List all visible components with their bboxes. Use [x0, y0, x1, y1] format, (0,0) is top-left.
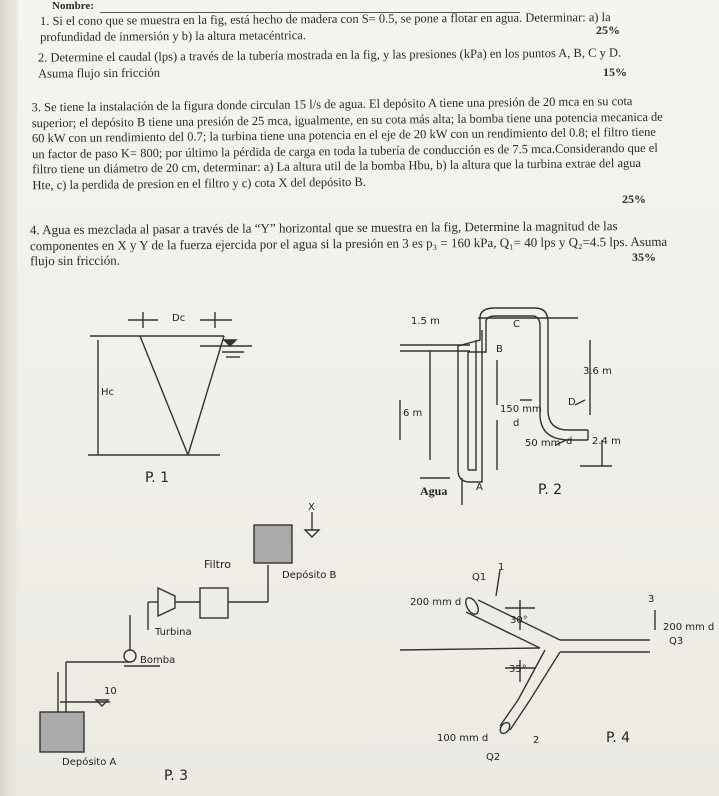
cone-figure: [88, 312, 252, 455]
fig4-point-3: 3: [648, 594, 655, 605]
y-junction-figure: [400, 570, 655, 735]
fig4-angle-35: 35°: [509, 664, 527, 675]
fig4-q1-label: Q1: [472, 572, 487, 583]
fig3-filter-label: Filtro: [204, 558, 231, 571]
fig3-pump-label: Bomba: [140, 655, 176, 666]
fig4-q3-label: Q3: [669, 636, 684, 647]
fig2-label-50mm: 50 mm: [525, 438, 561, 449]
fig4-point-2: 2: [533, 735, 540, 746]
fig1-caption: P. 1: [145, 470, 170, 486]
fig2-label-d-150: d: [513, 418, 520, 429]
fig4-d3-label: 200 mm d: [663, 622, 715, 633]
fig2-caption: P. 2: [538, 482, 563, 498]
fig2-label-6m: 6 m: [403, 408, 423, 419]
fig3-turbine-label: Turbina: [155, 627, 192, 638]
name-label: Nombre:: [52, 0, 94, 12]
fig4-caption: P. 4: [606, 730, 631, 746]
fig3-x-label: X: [308, 502, 315, 513]
fig3-tank-a-label: Depósito A: [62, 757, 117, 768]
fig3-caption: P. 3: [164, 768, 189, 784]
question-1: 1. Si el cono que se muestra en la fig, está hecho de madera con S= 0.5, se pone a flotar en agua. Determinar: a) la profundidad de inmersión y b) la altura metacéntrica.: [39, 10, 611, 44]
fig3-elevation-label: 10: [104, 686, 117, 697]
question-1-score: 25%: [596, 23, 620, 37]
fig4-d2-label: 100 mm d: [437, 733, 489, 744]
fig2-water-label: Agua: [420, 484, 448, 498]
question-4-score: 35%: [632, 250, 656, 264]
fig2-label-1-5m: 1.5 m: [411, 316, 440, 327]
fig2-label-d-50: d: [566, 436, 573, 447]
fig2-label-150mm: 150 mm: [500, 404, 542, 415]
fig2-label-3-6m: 3.6 m: [583, 366, 612, 377]
fig2-label-2-4m: 2.4 m: [592, 436, 621, 447]
fig4-d1-label: 200 mm d: [410, 597, 462, 608]
fig2-point-a: A: [476, 482, 483, 493]
fig3-tank-b-label: Depósito B: [282, 570, 337, 581]
question-3: 3. Se tiene la instalación de la figura donde circulan 15 l/s de agua. El depósito A tiene una presión de 20 mca en su cota superior; el depósito B tiene una presión de 25 mca, igualmente, en su cota más alta; la bomba tiene una potencia mecanica de 60 kW con un rendimiento del 0.7; la turbina tiene una potencia en el eje de 20 kW con un rendimiento del 0.8; el filtro tiene un factor de paso K= 800; por último la pérdida de carga en toda la tubería de conducción es de 7.5 mca.Considerando que el filtro tiene un diámetro de 20 cm, determinar: a) La altura util de la bomba Hbu, b) la altura que la turbina extrae del agua Hte, c) la perdida de presion en el filtro y c) cota X del depósito B.: [31, 94, 663, 192]
fig2-point-d: D: [568, 397, 576, 408]
question-3-score: 25%: [622, 192, 646, 206]
fig4-point-1: 1: [498, 562, 505, 573]
fig2-point-c: C: [513, 319, 520, 330]
question-4: 4. Agua es mezclada al pasar a través de la “Y” horizontal que se muestra en la fig, Determine la magnitud de las componentes en X y Y de la fuerza ejercida por el agua si la presión en 3 es p₃ = 160 kPa, Q₁= 40 lps y Q₂=4.5 lps. Asuma flujo sin fricción.: [29, 218, 668, 269]
fig1-hc-label: Hc: [101, 387, 115, 398]
fig2-point-b: B: [496, 344, 503, 355]
fig4-angle-30: 30°: [510, 615, 528, 626]
fig1-dc-label: Dc: [172, 313, 186, 324]
fig4-q2-label: Q2: [486, 752, 501, 763]
question-2: 2. Determine el caudal (lps) a través de la tubería mostrada en la fig, y las presiones (kPa) en los puntos A, B, C y D. Asuma flujo sin fricción: [37, 45, 622, 81]
question-2-score: 15%: [603, 65, 627, 79]
